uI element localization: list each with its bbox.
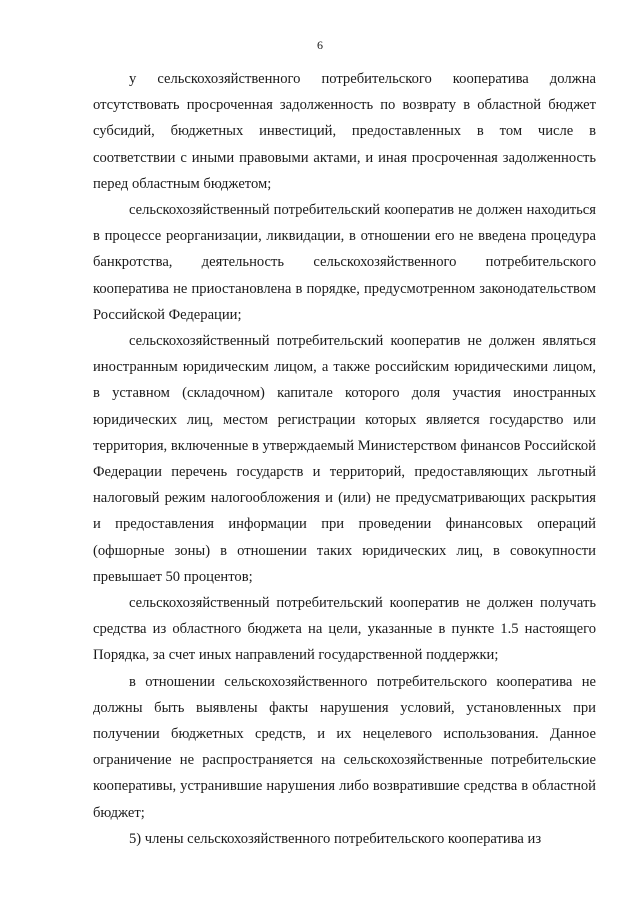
paragraph-reorganization: сельскохозяйственный потребительский кооператив не должен находиться в процессе реорганизации, ликвидации, в отношении его не введена процедура банкротства, деятельность сельскохозяйственного потребительского кооператива не приостановлена в порядке, предусмотренном законодательством Российской Федерации; — [93, 202, 596, 323]
paragraph-foreign-entity: сельскохозяйственный потребительский кооператив не должен являться иностранным юридическим лицом, а также российским юридическими лицом, в уставном (складочном) капитале которого доля участия иностранных юридических лиц, местом регистрации которых является государство или территория, включенные в утверждаемый Министерством финансов Российской Федерации перечень государств и территорий, предоставляющих льготный налоговый режим налогообложения и (или) не предусматривающих раскрытия и предоставления информации при проведении финансовых операций (офшорные зоны) в отношении таких юридических лиц, в совокупности превышает 50 процентов; — [93, 333, 596, 585]
paragraph-overdue-debt: у сельскохозяйственного потребительского кооператива должна отсутствовать просроченная задолженность по возврату в областной бюджет субсидий, бюджетных инвестиций, предоставленных в том числе в соответствии с иными правовыми актами, и иная просроченная задолженность перед областным бюджетом; — [93, 71, 596, 192]
paragraph-other-support: сельскохозяйственный потребительский кооператив не должен получать средства из областного бюджета на цели, указанные в пункте 1.5 настоящего Порядка, за счет иных направлений государственной поддержки; — [93, 595, 596, 664]
paragraph-members: 5) члены сельскохозяйственного потребительского кооператива из — [129, 830, 542, 847]
paragraph-violations: в отношении сельскохозяйственного потребительского кооператива не должны быть выявлены факты нарушения условий, установленных при получении бюджетных средств, и их нецелевого использования. Данное ограничение не распространяется на сельскохозяйственные потребительские кооперативы, устранившие нарушения либо возвратившие средства в областной бюджет; — [93, 673, 596, 821]
document-body — [93, 66, 596, 852]
page-number: 6 — [317, 38, 323, 52]
